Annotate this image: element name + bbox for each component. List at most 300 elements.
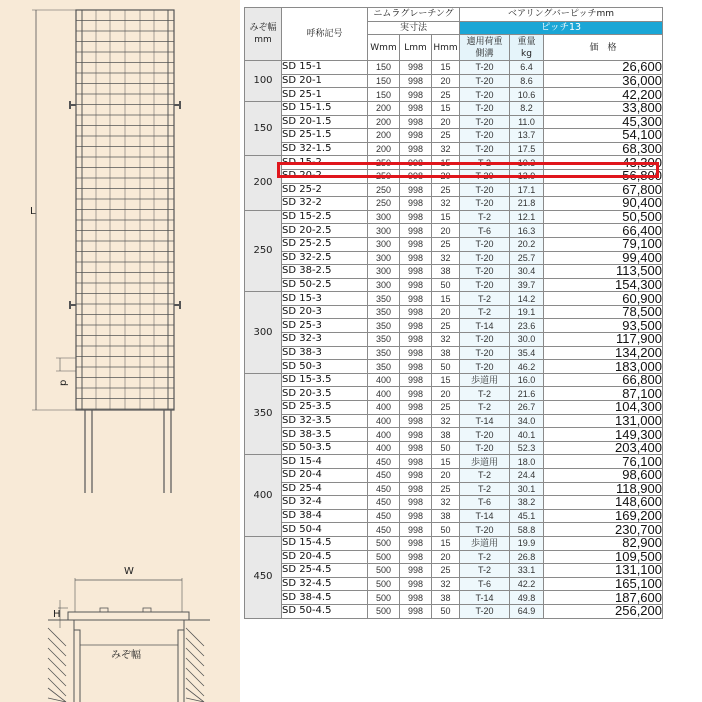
groove-width-label: みぞ幅	[111, 650, 141, 661]
w-cell: 500	[368, 550, 400, 564]
grating-drawing-svg	[0, 0, 240, 702]
table-row	[245, 101, 663, 115]
load-cell: T-20	[460, 251, 510, 265]
price-cell: 165,100	[544, 577, 663, 591]
price-cell: 99,400	[544, 251, 663, 265]
weight-cell: 6.4	[510, 61, 544, 75]
price-cell: 79,100	[544, 237, 663, 251]
price-cell: 90,400	[544, 197, 663, 211]
code-cell: SD 32-1.5	[282, 142, 368, 156]
load-cell: T-20	[460, 604, 510, 618]
w-cell: 250	[368, 183, 400, 197]
load-cell: 歩道用	[460, 536, 510, 550]
weight-cell: 34.0	[510, 414, 544, 428]
h-cell: 32	[432, 496, 460, 510]
l-cell: 998	[400, 401, 432, 415]
h-cell: 50	[432, 278, 460, 292]
load-cell: T-2	[460, 387, 510, 401]
h-cell: 50	[432, 441, 460, 455]
load-cell: 歩道用	[460, 455, 510, 469]
weight-cell: 20.2	[510, 237, 544, 251]
price-cell: 26,600	[544, 61, 663, 75]
price-cell: 148,600	[544, 496, 663, 510]
h-cell: 25	[432, 88, 460, 102]
weight-cell: 10.6	[510, 88, 544, 102]
header-actual: 実寸法	[368, 21, 460, 35]
groove-width-cell: 100	[245, 61, 282, 102]
l-cell: 998	[400, 197, 432, 211]
w-cell: 300	[368, 237, 400, 251]
header-l: Lmm	[400, 35, 432, 61]
spec-table	[244, 7, 663, 619]
code-cell: SD 32-3.5	[282, 414, 368, 428]
spec-table-body	[245, 61, 663, 618]
table-row	[245, 523, 663, 537]
l-cell: 998	[400, 156, 432, 170]
w-cell: 200	[368, 101, 400, 115]
l-cell: 998	[400, 441, 432, 455]
h-cell: 32	[432, 142, 460, 156]
table-row	[245, 577, 663, 591]
table-row	[245, 428, 663, 442]
load-cell: T-2	[460, 564, 510, 578]
table-row	[245, 373, 663, 387]
code-cell: SD 38-2.5	[282, 265, 368, 279]
weight-cell: 16.0	[510, 373, 544, 387]
h-cell: 20	[432, 550, 460, 564]
table-row	[245, 333, 663, 347]
w-cell: 350	[368, 333, 400, 347]
w-cell: 150	[368, 74, 400, 88]
code-cell: SD 25-2	[282, 183, 368, 197]
code-cell: SD 32-4	[282, 496, 368, 510]
weight-cell: 24.4	[510, 469, 544, 483]
weight-cell: 39.7	[510, 278, 544, 292]
w-cell: 150	[368, 61, 400, 75]
w-cell: 200	[368, 129, 400, 143]
l-cell: 998	[400, 373, 432, 387]
load-cell: T-20	[460, 428, 510, 442]
price-cell: 78,500	[544, 305, 663, 319]
price-cell: 43,300	[544, 156, 663, 170]
table-row	[245, 129, 663, 143]
code-cell: SD 38-4	[282, 509, 368, 523]
h-cell: 15	[432, 455, 460, 469]
price-cell: 54,100	[544, 129, 663, 143]
load-cell: T-6	[460, 577, 510, 591]
code-cell: SD 50-3.5	[282, 441, 368, 455]
price-cell: 118,900	[544, 482, 663, 496]
h-cell: 15	[432, 373, 460, 387]
pitch-label: p	[58, 379, 69, 386]
header-h: Hmm	[432, 35, 460, 61]
load-cell: T-20	[460, 333, 510, 347]
w-cell: 500	[368, 564, 400, 578]
h-cell: 25	[432, 482, 460, 496]
w-cell: 300	[368, 224, 400, 238]
table-row	[245, 183, 663, 197]
code-cell: SD 20-3.5	[282, 387, 368, 401]
code-cell: SD 50-4	[282, 523, 368, 537]
price-cell: 154,300	[544, 278, 663, 292]
code-cell: SD 50-2.5	[282, 278, 368, 292]
h-cell: 25	[432, 237, 460, 251]
l-cell: 998	[400, 74, 432, 88]
load-cell: 歩道用	[460, 373, 510, 387]
table-row	[245, 265, 663, 279]
load-cell: T-20	[460, 346, 510, 360]
table-row	[245, 305, 663, 319]
weight-cell: 30.1	[510, 482, 544, 496]
price-cell: 169,200	[544, 509, 663, 523]
header-price: 価 格	[544, 35, 663, 61]
code-cell: SD 15-3.5	[282, 373, 368, 387]
w-cell: 200	[368, 115, 400, 129]
w-cell: 150	[368, 88, 400, 102]
table-row	[245, 550, 663, 564]
h-cell: 25	[432, 183, 460, 197]
table-row	[245, 536, 663, 550]
price-cell: 104,300	[544, 401, 663, 415]
w-cell: 450	[368, 455, 400, 469]
code-cell: SD 25-4.5	[282, 564, 368, 578]
weight-cell: 13.7	[510, 129, 544, 143]
h-cell: 32	[432, 577, 460, 591]
l-cell: 998	[400, 564, 432, 578]
h-cell: 32	[432, 333, 460, 347]
table-row	[245, 224, 663, 238]
h-cell: 50	[432, 604, 460, 618]
l-cell: 998	[400, 88, 432, 102]
load-cell: T-14	[460, 591, 510, 605]
load-cell: T-20	[460, 441, 510, 455]
weight-cell: 8.6	[510, 74, 544, 88]
h-cell: 15	[432, 61, 460, 75]
code-cell: SD 38-3	[282, 346, 368, 360]
weight-cell: 40.1	[510, 428, 544, 442]
code-cell: SD 25-2.5	[282, 237, 368, 251]
weight-cell: 26.8	[510, 550, 544, 564]
w-cell: 450	[368, 509, 400, 523]
code-cell: SD 25-3.5	[282, 401, 368, 415]
table-row	[245, 61, 663, 75]
load-cell: T-2	[460, 482, 510, 496]
price-cell: 134,200	[544, 346, 663, 360]
w-cell: 450	[368, 523, 400, 537]
groove-width-cell: 200	[245, 156, 282, 210]
h-cell: 15	[432, 292, 460, 306]
price-cell: 87,100	[544, 387, 663, 401]
price-cell: 36,000	[544, 74, 663, 88]
price-cell: 67,800	[544, 183, 663, 197]
table-row	[245, 496, 663, 510]
w-cell: 400	[368, 401, 400, 415]
table-row	[245, 210, 663, 224]
weight-cell: 19.9	[510, 536, 544, 550]
code-cell: SD 25-1	[282, 88, 368, 102]
l-cell: 998	[400, 577, 432, 591]
h-cell: 20	[432, 469, 460, 483]
code-cell: SD 20-2	[282, 169, 368, 183]
weight-cell: 18.0	[510, 455, 544, 469]
w-cell: 300	[368, 251, 400, 265]
weight-cell: 26.7	[510, 401, 544, 415]
l-cell: 998	[400, 61, 432, 75]
h-cell: 38	[432, 346, 460, 360]
weight-cell: 17.1	[510, 183, 544, 197]
load-cell: T-6	[460, 224, 510, 238]
w-cell: 400	[368, 387, 400, 401]
code-cell: SD 15-2.5	[282, 210, 368, 224]
load-cell: T-20	[460, 61, 510, 75]
w-cell: 300	[368, 265, 400, 279]
table-row	[245, 387, 663, 401]
weight-cell: 49.8	[510, 591, 544, 605]
load-cell: T-2	[460, 469, 510, 483]
header-bearing: ベアリングバーピッチmm	[460, 8, 663, 22]
price-cell: 50,500	[544, 210, 663, 224]
h-cell: 38	[432, 428, 460, 442]
load-cell: T-20	[460, 523, 510, 537]
l-cell: 998	[400, 604, 432, 618]
l-cell: 998	[400, 360, 432, 374]
h-cell: 15	[432, 210, 460, 224]
weight-cell: 38.2	[510, 496, 544, 510]
weight-cell: 19.1	[510, 305, 544, 319]
table-row	[245, 360, 663, 374]
groove-width-cell: 450	[245, 536, 282, 618]
code-cell: SD 20-3	[282, 305, 368, 319]
weight-cell: 25.7	[510, 251, 544, 265]
w-cell: 250	[368, 169, 400, 183]
price-cell: 66,800	[544, 373, 663, 387]
table-row	[245, 455, 663, 469]
w-cell: 350	[368, 305, 400, 319]
price-cell: 131,000	[544, 414, 663, 428]
table-row	[245, 564, 663, 578]
weight-cell: 17.5	[510, 142, 544, 156]
load-cell: T-6	[460, 496, 510, 510]
load-cell: T-2	[460, 210, 510, 224]
l-cell: 998	[400, 523, 432, 537]
price-cell: 66,400	[544, 224, 663, 238]
w-cell: 500	[368, 577, 400, 591]
l-cell: 998	[400, 387, 432, 401]
w-cell: 300	[368, 210, 400, 224]
code-cell: SD 32-2.5	[282, 251, 368, 265]
load-cell: T-20	[460, 142, 510, 156]
w-cell: 350	[368, 292, 400, 306]
h-cell: 32	[432, 414, 460, 428]
spec-table-wrap	[244, 7, 662, 619]
price-cell: 131,100	[544, 564, 663, 578]
table-row	[245, 441, 663, 455]
w-cell: 450	[368, 469, 400, 483]
h-cell: 25	[432, 319, 460, 333]
grating-plan-view	[32, 10, 180, 493]
code-cell: SD 15-3	[282, 292, 368, 306]
header-load: 適用荷重 側溝	[460, 35, 510, 61]
h-cell: 38	[432, 509, 460, 523]
code-cell: SD 25-4	[282, 482, 368, 496]
table-row	[245, 115, 663, 129]
w-cell: 250	[368, 197, 400, 211]
table-row	[245, 197, 663, 211]
weight-cell: 30.4	[510, 265, 544, 279]
price-cell: 230,700	[544, 523, 663, 537]
w-cell: 350	[368, 319, 400, 333]
h-cell: 20	[432, 169, 460, 183]
groove-width-cell: 300	[245, 292, 282, 374]
code-cell: SD 32-4.5	[282, 577, 368, 591]
table-row	[245, 292, 663, 306]
code-cell: SD 15-4.5	[282, 536, 368, 550]
code-cell: SD 15-1	[282, 61, 368, 75]
h-cell: 38	[432, 265, 460, 279]
load-cell: T-14	[460, 319, 510, 333]
load-cell: T-20	[460, 360, 510, 374]
groove-width-cell: 250	[245, 210, 282, 292]
price-cell: 98,600	[544, 469, 663, 483]
weight-cell: 8.2	[510, 101, 544, 115]
price-cell: 68,300	[544, 142, 663, 156]
code-cell: SD 38-3.5	[282, 428, 368, 442]
weight-cell: 58.8	[510, 523, 544, 537]
table-row	[245, 591, 663, 605]
w-cell: 500	[368, 591, 400, 605]
price-cell: 187,600	[544, 591, 663, 605]
h-cell: 25	[432, 564, 460, 578]
table-row	[245, 237, 663, 251]
w-cell: 400	[368, 441, 400, 455]
table-row	[245, 142, 663, 156]
w-cell: 500	[368, 604, 400, 618]
code-cell: SD 25-3	[282, 319, 368, 333]
table-row	[245, 88, 663, 102]
header-pitch: ピッチ13	[460, 21, 663, 35]
price-cell: 42,200	[544, 88, 663, 102]
l-cell: 998	[400, 129, 432, 143]
header-grating: ニムラグレーチング	[368, 8, 460, 22]
weight-cell: 11.0	[510, 115, 544, 129]
load-cell: T-20	[460, 183, 510, 197]
table-row	[245, 509, 663, 523]
weight-cell: 42.2	[510, 577, 544, 591]
width-label: W	[124, 566, 134, 577]
header-weight: 重量 kg	[510, 35, 544, 61]
h-cell: 20	[432, 74, 460, 88]
l-cell: 998	[400, 237, 432, 251]
code-cell: SD 50-3	[282, 360, 368, 374]
h-cell: 15	[432, 536, 460, 550]
w-cell: 300	[368, 278, 400, 292]
load-cell: T-20	[460, 115, 510, 129]
h-cell: 50	[432, 360, 460, 374]
code-cell: SD 15-4	[282, 455, 368, 469]
load-cell: T-20	[460, 129, 510, 143]
l-cell: 998	[400, 305, 432, 319]
code-cell: SD 50-4.5	[282, 604, 368, 618]
w-cell: 200	[368, 142, 400, 156]
length-label: L	[30, 206, 36, 217]
weight-cell: 23.6	[510, 319, 544, 333]
l-cell: 998	[400, 591, 432, 605]
load-cell: T-20	[460, 88, 510, 102]
l-cell: 998	[400, 278, 432, 292]
load-cell: T-20	[460, 265, 510, 279]
l-cell: 998	[400, 183, 432, 197]
l-cell: 998	[400, 319, 432, 333]
price-cell: 149,300	[544, 428, 663, 442]
price-cell: 76,100	[544, 455, 663, 469]
l-cell: 998	[400, 346, 432, 360]
h-cell: 20	[432, 305, 460, 319]
code-cell: SD 20-2.5	[282, 224, 368, 238]
grating-drawing	[0, 0, 240, 702]
weight-cell: 21.6	[510, 387, 544, 401]
weight-cell: 14.2	[510, 292, 544, 306]
code-cell: SD 32-2	[282, 197, 368, 211]
weight-cell: 30.0	[510, 333, 544, 347]
load-cell: T-2	[460, 305, 510, 319]
code-cell: SD 20-4.5	[282, 550, 368, 564]
price-cell: 203,400	[544, 441, 663, 455]
h-cell: 15	[432, 156, 460, 170]
load-cell: T-14	[460, 509, 510, 523]
weight-cell: 52.3	[510, 441, 544, 455]
h-cell: 20	[432, 115, 460, 129]
load-cell: T-2	[460, 401, 510, 415]
w-cell: 400	[368, 373, 400, 387]
highlight-box	[277, 162, 659, 178]
h-cell: 25	[432, 129, 460, 143]
table-row	[245, 74, 663, 88]
price-cell: 109,500	[544, 550, 663, 564]
code-cell: SD 20-1.5	[282, 115, 368, 129]
table-row	[245, 346, 663, 360]
load-cell: T-20	[460, 169, 510, 183]
l-cell: 998	[400, 115, 432, 129]
table-row	[245, 414, 663, 428]
weight-cell: 12.1	[510, 210, 544, 224]
load-cell: T-2	[460, 156, 510, 170]
code-cell: SD 20-1	[282, 74, 368, 88]
l-cell: 998	[400, 169, 432, 183]
header-groove-width: みぞ幅 mm	[245, 8, 282, 61]
price-cell: 33,800	[544, 101, 663, 115]
load-cell: T-20	[460, 237, 510, 251]
l-cell: 998	[400, 292, 432, 306]
h-cell: 20	[432, 387, 460, 401]
weight-cell: 45.1	[510, 509, 544, 523]
h-cell: 20	[432, 224, 460, 238]
load-cell: T-2	[460, 550, 510, 564]
l-cell: 998	[400, 550, 432, 564]
l-cell: 998	[400, 496, 432, 510]
load-cell: T-20	[460, 101, 510, 115]
l-cell: 998	[400, 536, 432, 550]
table-row	[245, 604, 663, 618]
w-cell: 450	[368, 496, 400, 510]
table-row	[245, 401, 663, 415]
table-row	[245, 251, 663, 265]
table-row	[245, 482, 663, 496]
header-w: Wmm	[368, 35, 400, 61]
price-cell: 183,000	[544, 360, 663, 374]
weight-cell: 35.4	[510, 346, 544, 360]
l-cell: 998	[400, 469, 432, 483]
w-cell: 350	[368, 346, 400, 360]
